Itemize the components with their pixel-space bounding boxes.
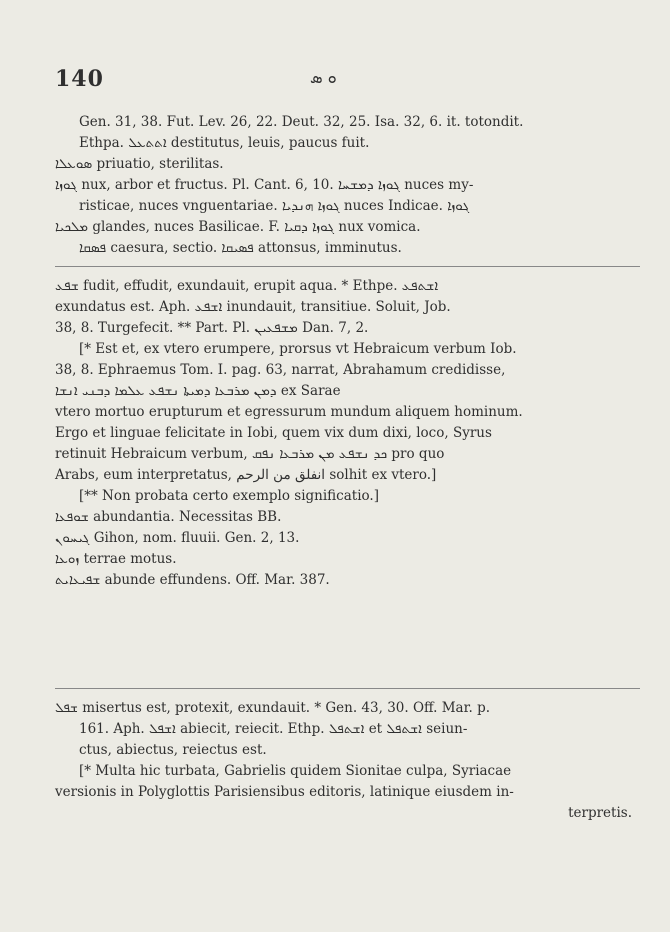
text-line: terpretis. — [568, 805, 632, 821]
text-line: ܕܡܢ ܡܪܒܥܐ ܕܡܝܬܐ ܢܫܦܥ ܥܠܡܐ ܕܒܢܝ ܐܢܫܐ ex Sarae — [55, 383, 341, 399]
text-line: ܫܦܠ misertus est, protexit, exundauit. * Gen. 43, 30. Off. Mar. p. — [55, 700, 491, 716]
text-line: vtero mortuo erupturum et egressurum mundum aliquem hominum. — [55, 404, 523, 420]
running-head: ܘ ܣ — [310, 68, 337, 87]
text-line: Gen. 31, 38. Fut. Lev. 26, 22. Deut. 32, 25. Isa. 32, 6. it. totondit. — [79, 114, 524, 130]
text-line: 38, 8. Ephraemus Tom. I. pag. 63, narrat, Abrahamum credidisse, — [55, 362, 506, 378]
text-line: ܫܦܥ fudit, effudit, exundauit, erupit aqua. * Ethpe. ܐܫܬܦܥ — [55, 278, 439, 294]
text-line: ܦܣܩܐ caesura, sectio. ܦܣܝܩܐ attonsus, imminutus. — [79, 240, 402, 256]
text-line: ܡܠܟܝܐ glandes, nuces Basilicae. F. ܓܘܙܐ ܕܩܝܐ nux vomica. — [55, 219, 421, 235]
section-divider — [55, 266, 640, 267]
entry-block-2 — [55, 276, 640, 591]
text-line: ܫܘܦܥܐ abundantia. Necessitas BB. — [55, 509, 282, 525]
text-line: [* Est et, ex vtero erumpere, prorsus vt Hebraicum verbum Iob. — [79, 341, 517, 357]
text-line: ܙܘܥܐ terrae motus. — [55, 551, 177, 567]
text-line: risticae, nuces vnguentariae. ܓܘܙܐ ܗܢܕܝܐ nuces Indicae. ܓܘܙܐ — [79, 198, 470, 214]
page-number: 140 — [55, 66, 104, 92]
text-line: ܣܘܥܠܐ priuatio, sterilitas. — [55, 156, 224, 172]
section-divider — [55, 688, 640, 689]
text-line: [* Multa hic turbata, Gabrielis quidem Sionitae culpa, Syriacae — [79, 763, 512, 779]
text-line: Ergo et linguae felicitate in Iobi, quem vix dum dixi, loco, Syrus — [55, 425, 492, 441]
text-line: versionis in Polyglottis Parisiensibus editoris, latinique eiusdem in- — [55, 784, 514, 800]
text-line: exundatus est. Aph. ܐܫܦܥ inundauit, transitiue. Soluit, Job. — [55, 299, 451, 315]
text-line: Ethpa. ܐܬܬܥܠ destitutus, leuis, paucus fuit. — [79, 135, 370, 151]
text-line: ܫܦܝܥܐܝܬ abunde effundens. Off. Mar. 387. — [55, 572, 330, 588]
text-line: 38, 8. Turgefecit. ** Part. Pl. ܡܫܦܥܝܢ Dan. 7, 2. — [55, 320, 369, 336]
text-line: retinuit Hebraicum verbum, ܟܕ ܢܫܦܥ ܡܢ ܡܪܒܥܐ ܢܦܩ pro quo — [55, 446, 445, 462]
entry-block-3 — [55, 698, 640, 824]
entry-block-1 — [55, 112, 640, 259]
text-line: Arabs, eum interpretatus, انفلق من الرحم solhit ex vtero.] — [55, 467, 437, 483]
text-line: 161. Aph. ܐܫܦܠ abiecit, reiecit. Ethp. ܐܫܬܦܠ et ܐܫܬܦܠ seiun- — [79, 721, 468, 737]
text-line: ctus, abiectus, reiectus est. — [79, 742, 267, 758]
text-line: [** Non probata certo exemplo significatio.] — [79, 488, 379, 504]
text-line: ܓܘܙܐ nux, arbor et fructus. Pl. Cant. 6, 10. ܓܘܙܐ ܕܡܫܚܐ nuces my- — [55, 177, 474, 193]
text-line: ܓܝܚܘܢ Gihon, nom. fluuii. Gen. 2, 13. — [55, 530, 300, 546]
